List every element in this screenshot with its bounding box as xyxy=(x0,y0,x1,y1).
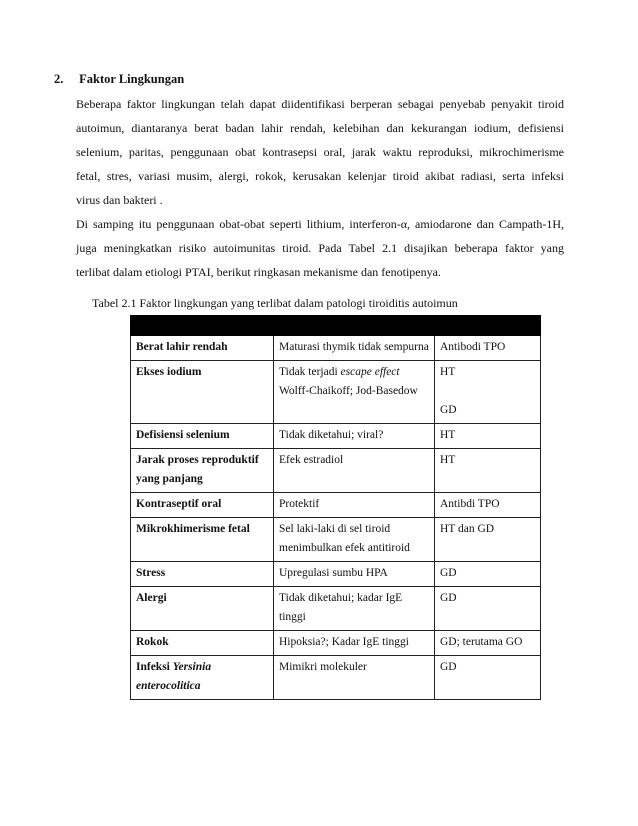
mechanism-cell: Mimikri molekuler xyxy=(274,656,435,700)
phenotype-cell: HT xyxy=(435,449,541,493)
factor-cell: Ekses iodium xyxy=(131,361,274,424)
paragraph-2-line: terlibat dalam etiologi PTAI, berikut ringkasan mekanisme dan fenotipenya. xyxy=(76,265,441,279)
table-row xyxy=(131,518,541,562)
paragraph-1-line: Beberapa faktor lingkungan telah dapat diidentifikasi berperan sebagai penyebab penyakit tiroid xyxy=(76,97,564,111)
factor-cell xyxy=(131,656,274,700)
mechanism-cell: Protektif xyxy=(274,493,435,518)
mechanism-cell: Tidak diketahui; viral? xyxy=(274,424,435,449)
table-row xyxy=(131,587,541,631)
table-header-cell xyxy=(274,316,435,336)
section-title: Faktor Lingkungan xyxy=(79,72,185,86)
table-row xyxy=(131,361,541,424)
mechanism-line: Tidak terjadi escape effect xyxy=(279,366,400,378)
factor-cell: Rokok xyxy=(131,631,274,656)
phenotype-line: GD xyxy=(440,404,457,416)
table-row xyxy=(131,449,541,493)
factor-cell: Kontraseptif oral xyxy=(131,493,274,518)
paragraph-1-line: fetal, stres, variasi musim, alergi, rokok, kerusakan kelenjar tiroid akibat radiasi, serta infeksi xyxy=(76,169,564,183)
phenotype-cell: Antibodi TPO xyxy=(435,336,541,361)
table-row xyxy=(131,424,541,449)
phenotype-line: HT xyxy=(440,366,456,378)
factor-cell: Jarak proses reproduktif yang panjang xyxy=(131,449,274,493)
mechanism-cell xyxy=(274,361,435,424)
section-heading xyxy=(54,72,184,87)
factor-cell: Defisiensi selenium xyxy=(131,424,274,449)
table-row xyxy=(131,336,541,361)
mechanism-cell: Tidak diketahui; kadar IgE tinggi xyxy=(274,587,435,631)
phenotype-cell xyxy=(435,361,541,424)
factor-cell: Stress xyxy=(131,562,274,587)
paragraph-2-line: Di samping itu penggunaan obat-obat seperti lithium, interferon-α, amiodarone dan Campath-1H, xyxy=(76,217,564,231)
phenotype-cell: GD xyxy=(435,656,541,700)
paragraph-1-line: autoimun, diantaranya berat badan lahir rendah, kelebihan dan kekurangan iodium, defisiensi xyxy=(76,121,564,135)
phenotype-cell: Antibdi TPO xyxy=(435,493,541,518)
mechanism-cell: Hipoksia?; Kadar IgE tinggi xyxy=(274,631,435,656)
mechanism-cell: Upregulasi sumbu HPA xyxy=(274,562,435,587)
phenotype-cell: HT dan GD xyxy=(435,518,541,562)
paragraph-2-line: juga meningkatkan risiko autoimunitas tiroid. Pada Tabel 2.1 disajikan beberapa faktor yang xyxy=(76,241,564,255)
factor-text: Infeksi xyxy=(136,661,170,673)
mechanism-cell: Sel laki-laki di sel tiroid menimbulkan efek antitiroid xyxy=(274,518,435,562)
factor-cell: Mikrokhimerisme fetal xyxy=(131,518,274,562)
phenotype-cell: GD xyxy=(435,562,541,587)
factor-cell: Alergi xyxy=(131,587,274,631)
table-row xyxy=(131,562,541,587)
phenotype-cell: GD xyxy=(435,587,541,631)
section-number: 2. xyxy=(54,72,64,86)
factor-cell: Berat lahir rendah xyxy=(131,336,274,361)
environmental-factors-table xyxy=(130,315,541,700)
table-header-row xyxy=(131,316,541,336)
paragraph-1-line: selenium, paritas, penggunaan obat kontrasepsi oral, jarak waktu reproduksi, mikrochimerisme xyxy=(76,145,564,159)
phenotype-cell: GD; terutama GO xyxy=(435,631,541,656)
mechanism-cell: Efek estradiol xyxy=(274,449,435,493)
table-row xyxy=(131,493,541,518)
paragraph-1-line: virus dan bakteri . xyxy=(76,193,163,207)
phenotype-cell: HT xyxy=(435,424,541,449)
table-caption: Tabel 2.1 Faktor lingkungan yang terlibat dalam patologi tiroiditis autoimun xyxy=(92,296,458,310)
table-header-cell xyxy=(131,316,274,336)
mechanism-line: Wolff-Chaikoff; Jod-Basedow xyxy=(279,385,418,397)
mechanism-cell: Maturasi thymik tidak sempurna xyxy=(274,336,435,361)
table-row xyxy=(131,656,541,700)
table-header-cell xyxy=(435,316,541,336)
table-row xyxy=(131,631,541,656)
factor-organism-text: Yersinia enterocolitica xyxy=(136,661,212,692)
